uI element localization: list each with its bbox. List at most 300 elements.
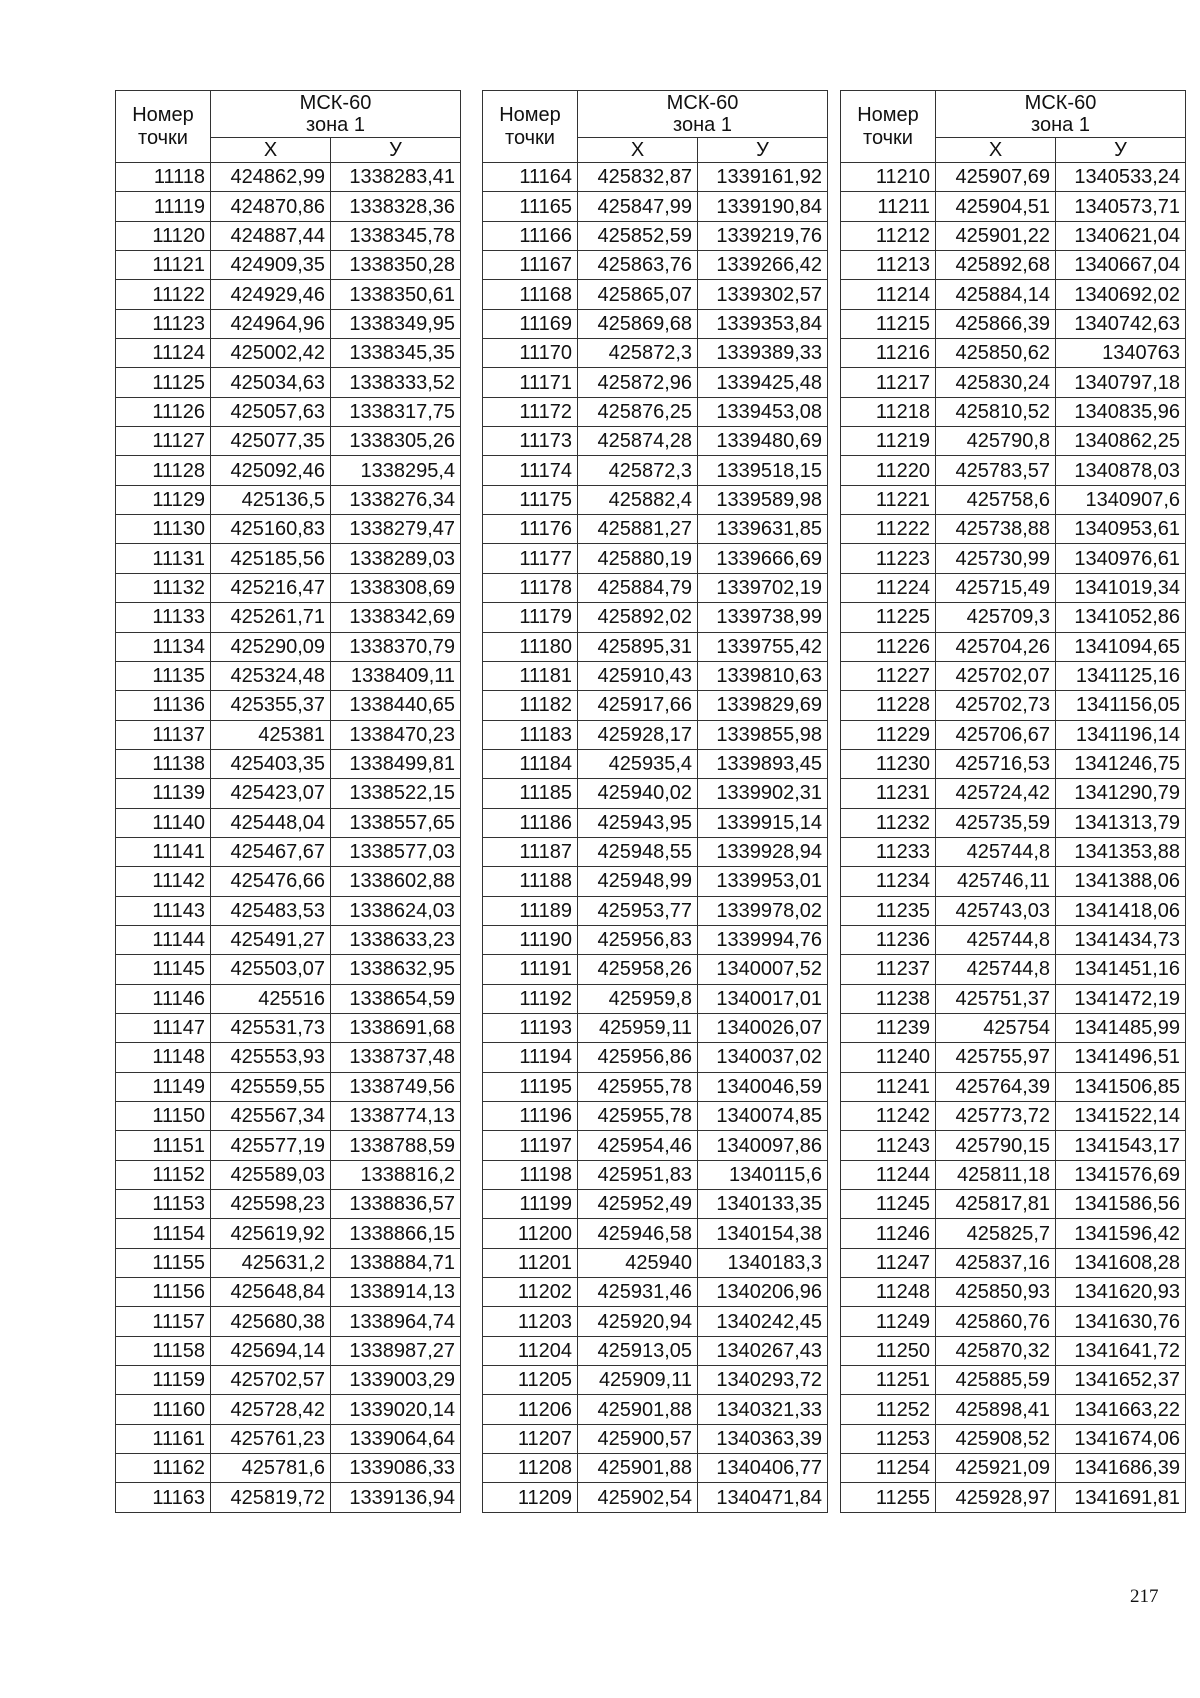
y-coordinate-cell: 1340097,86	[698, 1131, 828, 1160]
y-coordinate-cell: 1341630,76	[1056, 1307, 1186, 1336]
point-number-cell: 11153	[116, 1190, 211, 1219]
point-number-cell: 11173	[483, 427, 578, 456]
table-row	[483, 1219, 828, 1248]
table-row	[483, 280, 828, 309]
y-coordinate-cell: 1340763	[1056, 339, 1186, 368]
x-coordinate-cell: 425716,53	[936, 749, 1056, 778]
point-number-cell: 11252	[841, 1395, 936, 1424]
table-row	[483, 779, 828, 808]
x-coordinate-cell: 425743,03	[936, 896, 1056, 925]
x-coordinate-cell: 425880,19	[578, 544, 698, 573]
x-coordinate-cell: 425881,27	[578, 515, 698, 544]
x-coordinate-cell: 425872,96	[578, 368, 698, 397]
y-coordinate-cell: 1340667,04	[1056, 251, 1186, 280]
x-coordinate-cell: 424862,99	[211, 163, 331, 192]
y-coordinate-cell: 1339190,84	[698, 192, 828, 221]
table-row	[483, 1366, 828, 1395]
x-coordinate-cell: 425092,46	[211, 456, 331, 485]
y-coordinate-cell: 1338305,26	[331, 427, 461, 456]
y-coordinate-cell: 1340037,02	[698, 1043, 828, 1072]
table-row	[483, 603, 828, 632]
y-coordinate-cell: 1339829,69	[698, 691, 828, 720]
x-coordinate-cell: 425872,3	[578, 456, 698, 485]
point-number-cell: 11234	[841, 867, 936, 896]
coordinate-system-header	[211, 91, 461, 138]
point-number-cell: 11142	[116, 867, 211, 896]
y-coordinate-cell: 1341641,72	[1056, 1336, 1186, 1365]
point-number-cell: 11208	[483, 1454, 578, 1483]
point-number-header	[116, 91, 211, 163]
point-number-cell: 11180	[483, 632, 578, 661]
y-coordinate-cell: 1339003,29	[331, 1366, 461, 1395]
point-number-cell: 11255	[841, 1483, 936, 1512]
x-coordinate-cell: 425702,07	[936, 661, 1056, 690]
table-row	[841, 280, 1186, 309]
x-coordinate-cell: 425744,8	[936, 925, 1056, 954]
y-coordinate-cell: 1341019,34	[1056, 573, 1186, 602]
point-number-cell: 11131	[116, 544, 211, 573]
x-coordinate-cell: 425553,93	[211, 1043, 331, 1072]
x-coordinate-cell: 425931,46	[578, 1278, 698, 1307]
y-coordinate-cell: 1338349,95	[331, 309, 461, 338]
table-row	[841, 1102, 1186, 1131]
table-row	[841, 1278, 1186, 1307]
point-number-cell: 11239	[841, 1013, 936, 1042]
table-row	[483, 368, 828, 397]
point-number-cell: 11121	[116, 251, 211, 280]
y-coordinate-cell: 1338866,15	[331, 1219, 461, 1248]
x-column-header: Х	[211, 138, 331, 163]
x-coordinate-cell: 425832,87	[578, 163, 698, 192]
table-row	[483, 1483, 828, 1512]
y-coordinate-cell: 1338308,69	[331, 573, 461, 602]
x-coordinate-cell: 425913,05	[578, 1336, 698, 1365]
point-number-cell: 11134	[116, 632, 211, 661]
coordinate-system-header	[578, 91, 828, 138]
y-coordinate-cell: 1338342,69	[331, 603, 461, 632]
x-coordinate-cell: 425216,47	[211, 573, 331, 602]
y-coordinate-cell: 1338370,79	[331, 632, 461, 661]
point-number-header	[483, 91, 578, 163]
table-row	[841, 1072, 1186, 1101]
table-row	[116, 808, 461, 837]
point-number-cell: 11174	[483, 456, 578, 485]
y-coordinate-cell: 1341485,99	[1056, 1013, 1186, 1042]
point-number-cell: 11198	[483, 1160, 578, 1189]
x-coordinate-cell: 425901,88	[578, 1395, 698, 1424]
y-coordinate-cell: 1338602,88	[331, 867, 461, 896]
x-coordinate-cell: 425895,31	[578, 632, 698, 661]
table-row	[483, 339, 828, 368]
table-row	[483, 955, 828, 984]
point-number-cell: 11240	[841, 1043, 936, 1072]
table-row	[116, 339, 461, 368]
point-number-cell: 11243	[841, 1131, 936, 1160]
point-number-cell: 11161	[116, 1424, 211, 1453]
table-row	[116, 1336, 461, 1365]
point-number-header-line2: точки	[863, 126, 913, 149]
x-coordinate-cell: 425185,56	[211, 544, 331, 573]
table-row	[483, 1102, 828, 1131]
x-coordinate-cell: 425900,57	[578, 1424, 698, 1453]
x-coordinate-cell: 425955,78	[578, 1102, 698, 1131]
y-coordinate-cell: 1338774,13	[331, 1102, 461, 1131]
y-coordinate-cell: 1340321,33	[698, 1395, 828, 1424]
table-row	[483, 837, 828, 866]
point-number-cell: 11183	[483, 720, 578, 749]
x-coordinate-cell: 425704,26	[936, 632, 1056, 661]
x-coordinate-cell: 425702,57	[211, 1366, 331, 1395]
y-coordinate-cell: 1338276,34	[331, 485, 461, 514]
y-coordinate-cell: 1338987,27	[331, 1336, 461, 1365]
point-number-cell: 11235	[841, 896, 936, 925]
table-row	[483, 1160, 828, 1189]
y-coordinate-cell: 1339589,98	[698, 485, 828, 514]
y-coordinate-cell: 1339994,76	[698, 925, 828, 954]
x-coordinate-cell: 425619,92	[211, 1219, 331, 1248]
point-number-cell: 11223	[841, 544, 936, 573]
y-coordinate-cell: 1338350,28	[331, 251, 461, 280]
table-row	[116, 1102, 461, 1131]
x-coordinate-cell: 425935,4	[578, 749, 698, 778]
point-number-cell: 11122	[116, 280, 211, 309]
y-coordinate-cell: 1341052,86	[1056, 603, 1186, 632]
x-coordinate-cell: 425764,39	[936, 1072, 1056, 1101]
point-number-cell: 11207	[483, 1424, 578, 1453]
table-row	[841, 632, 1186, 661]
y-coordinate-cell: 1340267,43	[698, 1336, 828, 1365]
point-number-cell: 11143	[116, 896, 211, 925]
x-coordinate-cell: 425136,5	[211, 485, 331, 514]
table-row	[483, 896, 828, 925]
table-row	[483, 1131, 828, 1160]
y-coordinate-cell: 1339389,33	[698, 339, 828, 368]
y-coordinate-cell: 1340692,02	[1056, 280, 1186, 309]
x-coordinate-cell: 425694,14	[211, 1336, 331, 1365]
x-column-header: Х	[936, 138, 1056, 163]
x-coordinate-cell: 425290,09	[211, 632, 331, 661]
table-row	[841, 1483, 1186, 1512]
point-number-cell: 11188	[483, 867, 578, 896]
y-coordinate-cell: 1339810,63	[698, 661, 828, 690]
table-row	[116, 925, 461, 954]
y-coordinate-cell: 1338409,11	[331, 661, 461, 690]
x-coordinate-cell: 425870,32	[936, 1336, 1056, 1365]
x-coordinate-cell: 425910,43	[578, 661, 698, 690]
point-number-cell: 11167	[483, 251, 578, 280]
x-coordinate-cell: 425751,37	[936, 984, 1056, 1013]
table-row	[483, 485, 828, 514]
point-number-cell: 11181	[483, 661, 578, 690]
point-number-cell: 11118	[116, 163, 211, 192]
y-coordinate-cell: 1341663,22	[1056, 1395, 1186, 1424]
x-coordinate-cell: 425755,97	[936, 1043, 1056, 1072]
x-coordinate-cell: 425160,83	[211, 515, 331, 544]
table-row	[116, 221, 461, 250]
point-number-cell: 11144	[116, 925, 211, 954]
point-number-cell: 11163	[116, 1483, 211, 1512]
table-row	[116, 896, 461, 925]
point-number-cell: 11179	[483, 603, 578, 632]
y-coordinate-cell: 1338295,4	[331, 456, 461, 485]
table-row	[483, 192, 828, 221]
y-coordinate-cell: 1341522,14	[1056, 1102, 1186, 1131]
point-number-header-line2: точки	[138, 126, 188, 149]
point-number-cell: 11187	[483, 837, 578, 866]
point-number-header	[841, 91, 936, 163]
point-number-cell: 11176	[483, 515, 578, 544]
x-coordinate-cell: 425869,68	[578, 309, 698, 338]
point-number-cell: 11236	[841, 925, 936, 954]
table-row	[116, 984, 461, 1013]
y-coordinate-cell: 1340363,39	[698, 1424, 828, 1453]
point-number-cell: 11195	[483, 1072, 578, 1101]
table-row	[841, 485, 1186, 514]
table-row	[841, 1043, 1186, 1072]
x-coordinate-cell: 425761,23	[211, 1424, 331, 1453]
point-number-cell: 11154	[116, 1219, 211, 1248]
point-number-cell: 11123	[116, 309, 211, 338]
table-row	[483, 1248, 828, 1277]
x-coordinate-cell: 425866,39	[936, 309, 1056, 338]
table-row	[116, 1307, 461, 1336]
y-coordinate-cell: 1338289,03	[331, 544, 461, 573]
point-number-header-line1: Номер	[132, 103, 194, 126]
point-number-cell: 11211	[841, 192, 936, 221]
coordinates-table-1	[115, 90, 461, 1513]
y-coordinate-cell: 1339738,99	[698, 603, 828, 632]
y-coordinate-cell: 1340206,96	[698, 1278, 828, 1307]
point-number-cell: 11197	[483, 1131, 578, 1160]
x-coordinate-cell: 425381	[211, 720, 331, 749]
x-coordinate-cell: 425884,14	[936, 280, 1056, 309]
y-coordinate-cell: 1341691,81	[1056, 1483, 1186, 1512]
x-coordinate-cell: 425790,8	[936, 427, 1056, 456]
point-number-cell: 11159	[116, 1366, 211, 1395]
x-coordinate-cell: 425852,59	[578, 221, 698, 250]
point-number-cell: 11130	[116, 515, 211, 544]
point-number-cell: 11192	[483, 984, 578, 1013]
x-coordinate-cell: 425531,73	[211, 1013, 331, 1042]
table-row	[483, 749, 828, 778]
x-coordinate-cell: 425819,72	[211, 1483, 331, 1512]
y-coordinate-cell: 1340154,38	[698, 1219, 828, 1248]
y-coordinate-cell: 1340797,18	[1056, 368, 1186, 397]
point-number-cell: 11175	[483, 485, 578, 514]
table-row	[116, 456, 461, 485]
point-number-cell: 11213	[841, 251, 936, 280]
table-row	[841, 1395, 1186, 1424]
point-number-cell: 11199	[483, 1190, 578, 1219]
y-coordinate-cell: 1341586,56	[1056, 1190, 1186, 1219]
table-row	[483, 163, 828, 192]
x-coordinate-cell: 424870,86	[211, 192, 331, 221]
x-coordinate-cell: 425631,2	[211, 1248, 331, 1277]
x-coordinate-cell: 425953,77	[578, 896, 698, 925]
point-number-cell: 11218	[841, 397, 936, 426]
point-number-cell: 11233	[841, 837, 936, 866]
y-coordinate-cell: 1341596,42	[1056, 1219, 1186, 1248]
table-row	[116, 1248, 461, 1277]
table-row	[841, 397, 1186, 426]
y-coordinate-cell: 1341506,85	[1056, 1072, 1186, 1101]
x-coordinate-cell: 425920,94	[578, 1307, 698, 1336]
y-coordinate-cell: 1338470,23	[331, 720, 461, 749]
y-coordinate-cell: 1339755,42	[698, 632, 828, 661]
y-coordinate-cell: 1339928,94	[698, 837, 828, 866]
table-row	[483, 427, 828, 456]
x-coordinate-cell: 425940	[578, 1248, 698, 1277]
y-coordinate-cell: 1339518,15	[698, 456, 828, 485]
table-row	[116, 309, 461, 338]
x-coordinate-cell: 425491,27	[211, 925, 331, 954]
x-coordinate-cell: 425872,3	[578, 339, 698, 368]
y-coordinate-cell: 1341313,79	[1056, 808, 1186, 837]
point-number-cell: 11137	[116, 720, 211, 749]
x-coordinate-cell: 425928,17	[578, 720, 698, 749]
y-coordinate-cell: 1341674,06	[1056, 1424, 1186, 1453]
point-number-cell: 11216	[841, 339, 936, 368]
point-number-cell: 11184	[483, 749, 578, 778]
point-number-cell: 11169	[483, 309, 578, 338]
point-number-cell: 11157	[116, 1307, 211, 1336]
table-row	[116, 1278, 461, 1307]
point-number-cell: 11136	[116, 691, 211, 720]
table-row	[116, 691, 461, 720]
y-coordinate-cell: 1340046,59	[698, 1072, 828, 1101]
y-coordinate-cell: 1338654,59	[331, 984, 461, 1013]
y-coordinate-cell: 1340017,01	[698, 984, 828, 1013]
y-coordinate-cell: 1340074,85	[698, 1102, 828, 1131]
table-row	[483, 925, 828, 954]
y-coordinate-cell: 1338914,13	[331, 1278, 461, 1307]
coordinate-system-header	[936, 91, 1186, 138]
point-number-cell: 11247	[841, 1248, 936, 1277]
table-row	[841, 661, 1186, 690]
table-row	[841, 779, 1186, 808]
y-coordinate-cell: 1338345,78	[331, 221, 461, 250]
y-coordinate-cell: 1341156,05	[1056, 691, 1186, 720]
point-number-cell: 11119	[116, 192, 211, 221]
point-number-cell: 11152	[116, 1160, 211, 1189]
y-coordinate-cell: 1338737,48	[331, 1043, 461, 1072]
x-coordinate-cell: 424887,44	[211, 221, 331, 250]
point-number-cell: 11201	[483, 1248, 578, 1277]
table-row	[841, 955, 1186, 984]
point-number-cell: 11155	[116, 1248, 211, 1277]
point-number-cell: 11214	[841, 280, 936, 309]
table-row	[841, 808, 1186, 837]
table-row	[483, 544, 828, 573]
page-number: 217	[1130, 1586, 1159, 1607]
y-coordinate-cell: 1338283,41	[331, 163, 461, 192]
point-number-cell: 11227	[841, 661, 936, 690]
y-coordinate-cell: 1340621,04	[1056, 221, 1186, 250]
point-number-cell: 11237	[841, 955, 936, 984]
x-coordinate-cell: 425503,07	[211, 955, 331, 984]
table-row	[841, 603, 1186, 632]
x-coordinate-cell: 424964,96	[211, 309, 331, 338]
table-row	[483, 397, 828, 426]
y-column-header: У	[698, 138, 828, 163]
y-coordinate-cell: 1338836,57	[331, 1190, 461, 1219]
x-coordinate-cell: 425754	[936, 1013, 1056, 1042]
point-number-cell: 11251	[841, 1366, 936, 1395]
x-coordinate-cell: 425837,16	[936, 1248, 1056, 1277]
point-number-cell: 11186	[483, 808, 578, 837]
y-coordinate-cell: 1339161,92	[698, 163, 828, 192]
table-row	[483, 808, 828, 837]
table-row	[841, 339, 1186, 368]
table-row	[116, 544, 461, 573]
y-coordinate-cell: 1339915,14	[698, 808, 828, 837]
table-row	[116, 632, 461, 661]
y-coordinate-cell: 1341125,16	[1056, 661, 1186, 690]
table-row	[116, 1454, 461, 1483]
point-number-cell: 11120	[116, 221, 211, 250]
point-number-cell: 11191	[483, 955, 578, 984]
y-coordinate-cell: 1340026,07	[698, 1013, 828, 1042]
table-row	[841, 456, 1186, 485]
x-coordinate-cell: 425516	[211, 984, 331, 1013]
y-coordinate-cell: 1338557,65	[331, 808, 461, 837]
y-coordinate-cell: 1339480,69	[698, 427, 828, 456]
y-coordinate-cell: 1338577,03	[331, 837, 461, 866]
x-coordinate-cell: 425735,59	[936, 808, 1056, 837]
point-number-cell: 11164	[483, 163, 578, 192]
x-coordinate-cell: 425876,25	[578, 397, 698, 426]
point-number-cell: 11232	[841, 808, 936, 837]
x-coordinate-cell: 425744,8	[936, 955, 1056, 984]
table-row	[116, 397, 461, 426]
point-number-cell: 11196	[483, 1102, 578, 1131]
y-coordinate-cell: 1341543,17	[1056, 1131, 1186, 1160]
point-number-cell: 11249	[841, 1307, 936, 1336]
table-row	[841, 573, 1186, 602]
point-number-cell: 11135	[116, 661, 211, 690]
x-coordinate-cell: 425874,28	[578, 427, 698, 456]
x-coordinate-cell: 425002,42	[211, 339, 331, 368]
point-number-cell: 11178	[483, 573, 578, 602]
y-coordinate-cell: 1340471,84	[698, 1483, 828, 1512]
point-number-cell: 11158	[116, 1336, 211, 1365]
x-coordinate-cell: 425907,69	[936, 163, 1056, 192]
point-number-cell: 11172	[483, 397, 578, 426]
table-row	[116, 779, 461, 808]
y-coordinate-cell: 1338691,68	[331, 1013, 461, 1042]
y-coordinate-cell: 1338317,75	[331, 397, 461, 426]
x-coordinate-cell: 425077,35	[211, 427, 331, 456]
point-number-cell: 11190	[483, 925, 578, 954]
table-row	[841, 368, 1186, 397]
x-coordinate-cell: 425928,97	[936, 1483, 1056, 1512]
table-row	[116, 1366, 461, 1395]
y-coordinate-cell: 1340742,63	[1056, 309, 1186, 338]
point-number-cell: 11245	[841, 1190, 936, 1219]
x-coordinate-cell: 425355,37	[211, 691, 331, 720]
y-coordinate-cell: 1340133,35	[698, 1190, 828, 1219]
y-coordinate-cell: 1339631,85	[698, 515, 828, 544]
point-number-cell: 11185	[483, 779, 578, 808]
x-coordinate-cell: 425781,6	[211, 1454, 331, 1483]
y-coordinate-cell: 1341686,39	[1056, 1454, 1186, 1483]
y-coordinate-cell: 1340573,71	[1056, 192, 1186, 221]
table-row	[483, 984, 828, 1013]
x-coordinate-cell: 425773,72	[936, 1102, 1056, 1131]
x-coordinate-cell: 425448,04	[211, 808, 331, 837]
point-number-cell: 11205	[483, 1366, 578, 1395]
x-coordinate-cell: 425746,11	[936, 867, 1056, 896]
